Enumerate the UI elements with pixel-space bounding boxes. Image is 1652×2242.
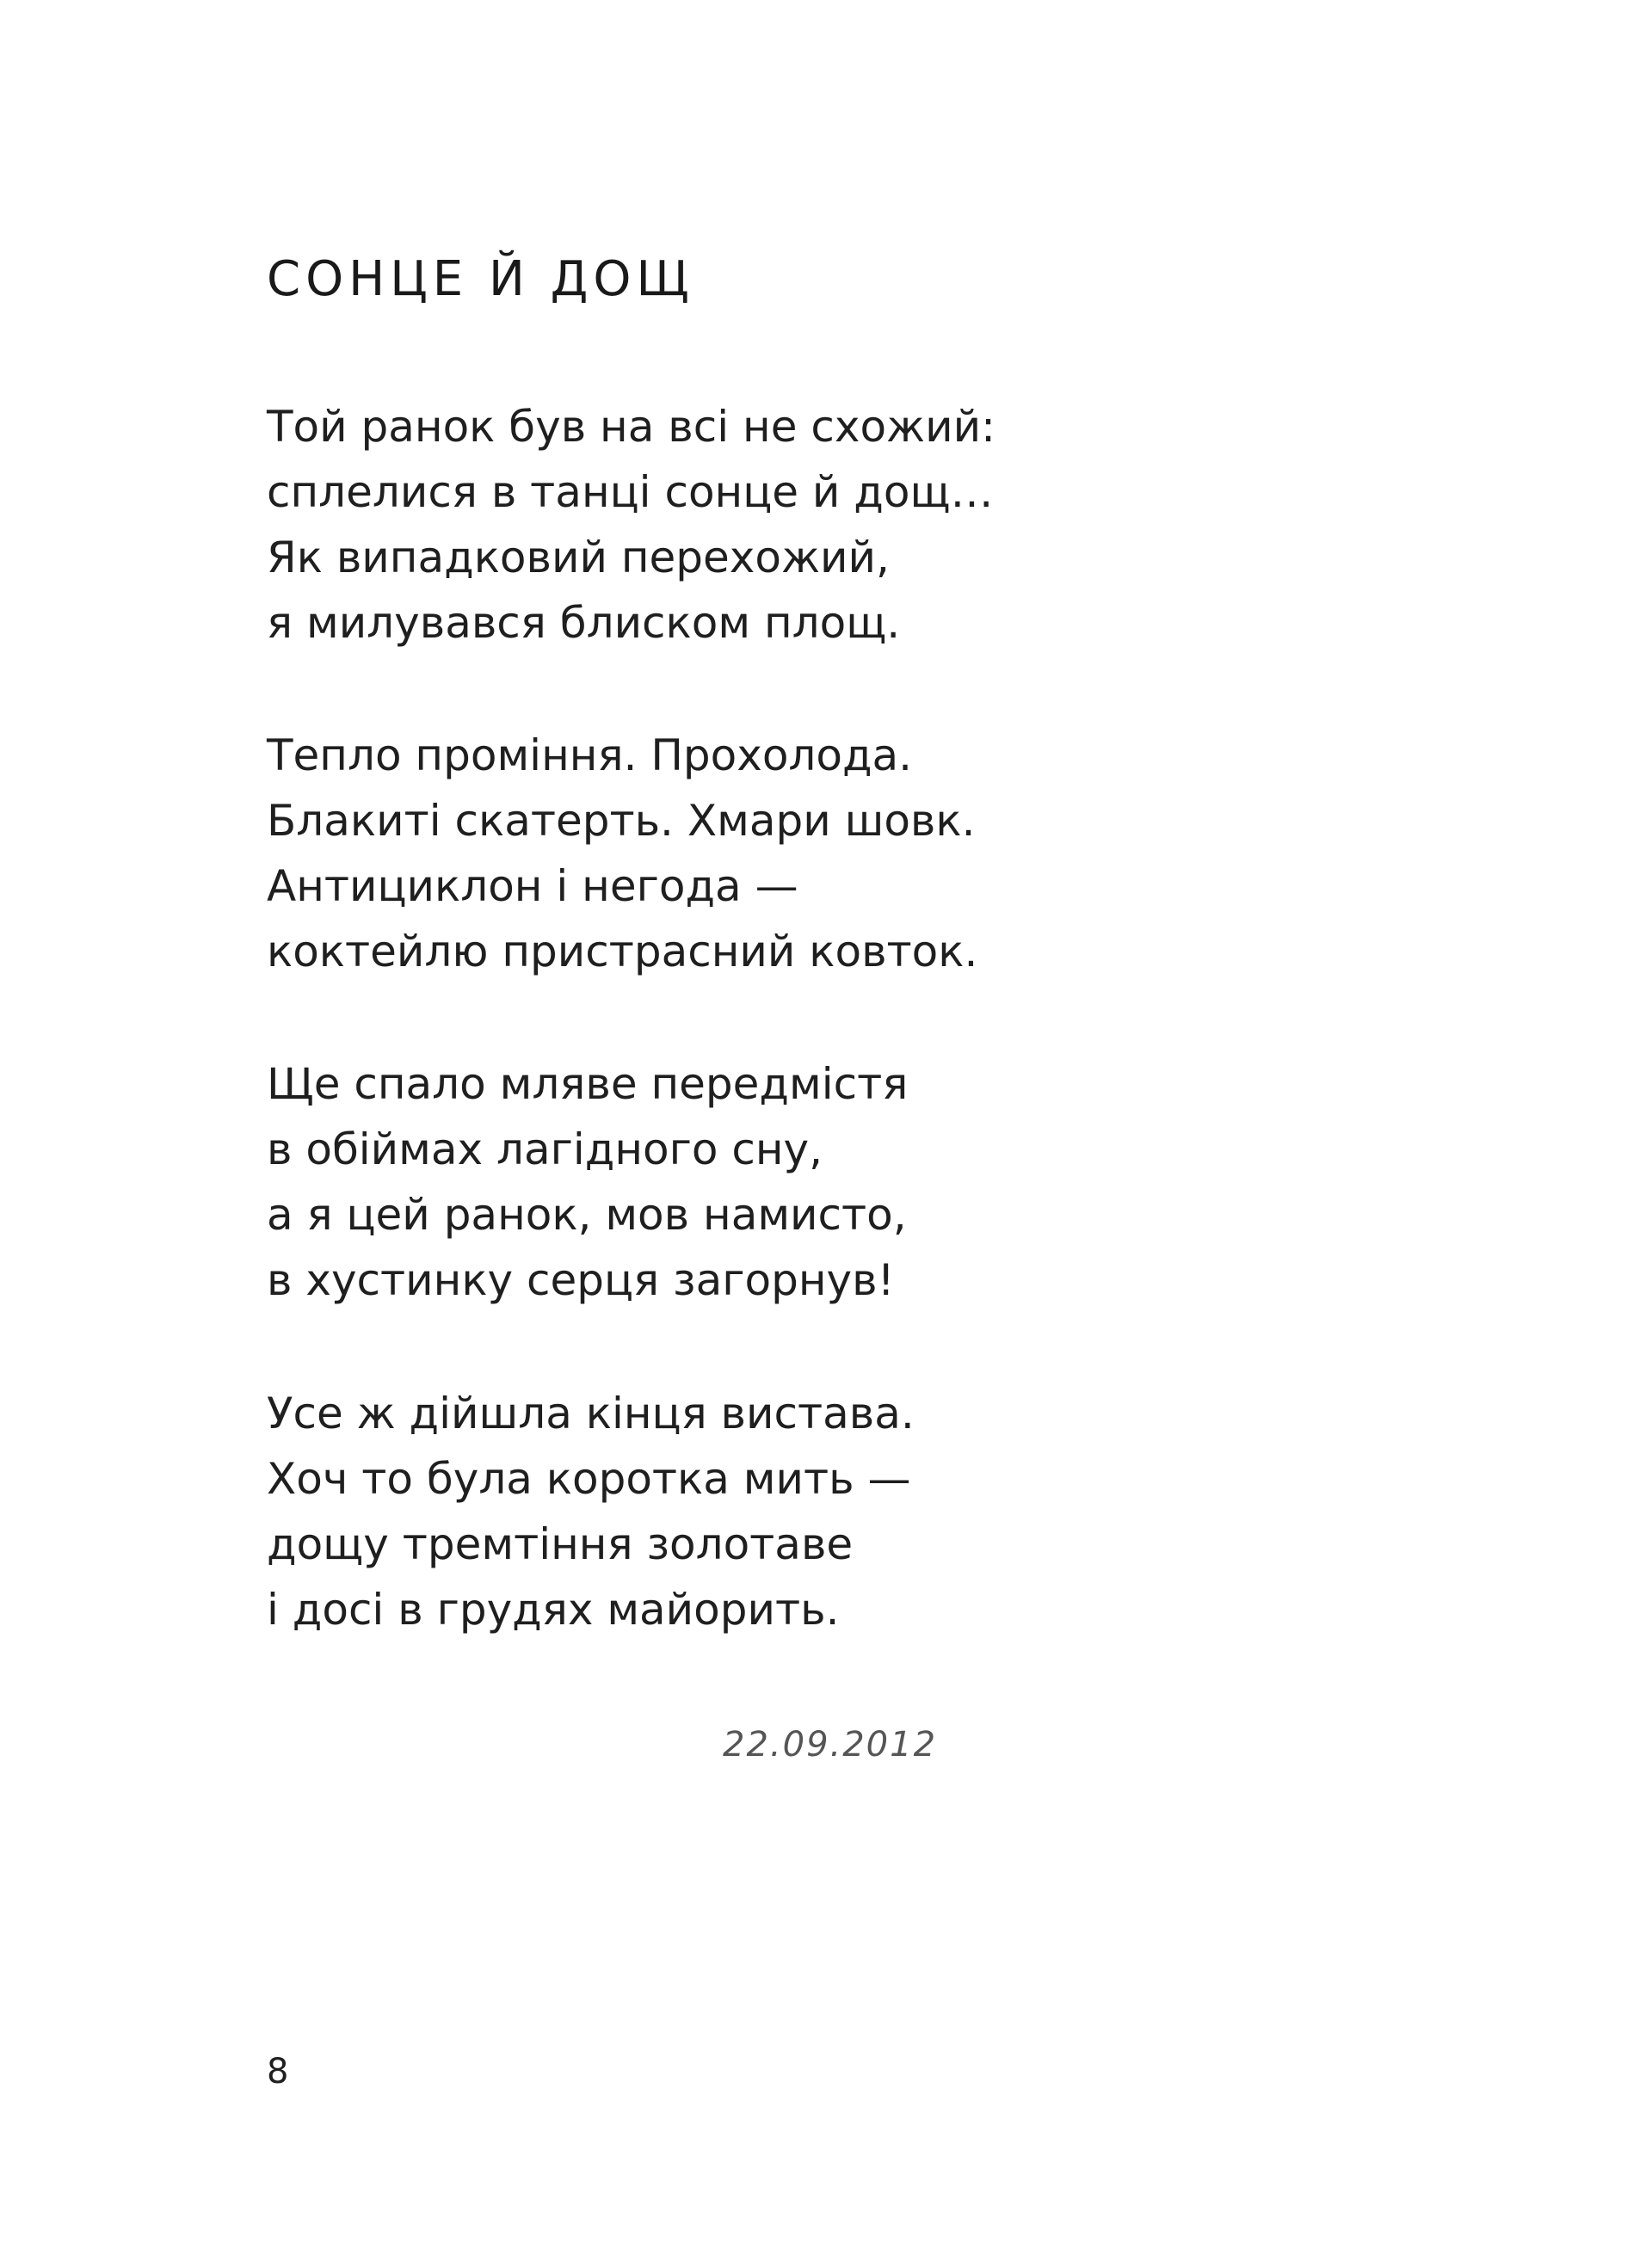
- poem-line: і досі в грудях майорить.: [267, 1585, 840, 1635]
- poem-line: Блакиті скатерть. Хмари шовк.: [267, 796, 976, 846]
- poem-line: Ще спало мляве передмістя: [267, 1059, 909, 1109]
- poem-line: Усе ж дійшла кінця вистава.: [267, 1389, 915, 1438]
- poem-line: Як випадковий перехожий,: [267, 533, 890, 582]
- poem-line: Тепло проміння. Прохолода.: [267, 730, 913, 780]
- poem-line: в обіймах лагідного сну,: [267, 1124, 823, 1174]
- poem-title: СОНЦЕ Й ДОЩ: [267, 251, 694, 307]
- poem-line: сплелися в танці сонце й дощ…: [267, 467, 994, 517]
- poem-line: я милувався блиском площ.: [267, 598, 901, 648]
- stanza-3: [267, 1051, 908, 1313]
- stanza-2: [267, 723, 977, 984]
- poem-date: 22.09.2012: [723, 1725, 938, 1765]
- stanza-4: [267, 1381, 915, 1642]
- poem-line: в хустинку серця загорнув!: [267, 1255, 895, 1305]
- poem-line: Хоч то була коротка мить —: [267, 1454, 911, 1504]
- stanza-1: [267, 394, 996, 656]
- poem-line: а я цей ранок, мов намисто,: [267, 1190, 907, 1240]
- poem-line: Той ранок був на всі не схожий:: [267, 402, 996, 452]
- poem-line: коктейлю пристрасний ковток.: [267, 927, 978, 976]
- poem-line: дощу тремтіння золотаве: [267, 1519, 854, 1569]
- poem-line: Антициклон і негода —: [267, 861, 798, 911]
- page-number: 8: [267, 2052, 289, 2091]
